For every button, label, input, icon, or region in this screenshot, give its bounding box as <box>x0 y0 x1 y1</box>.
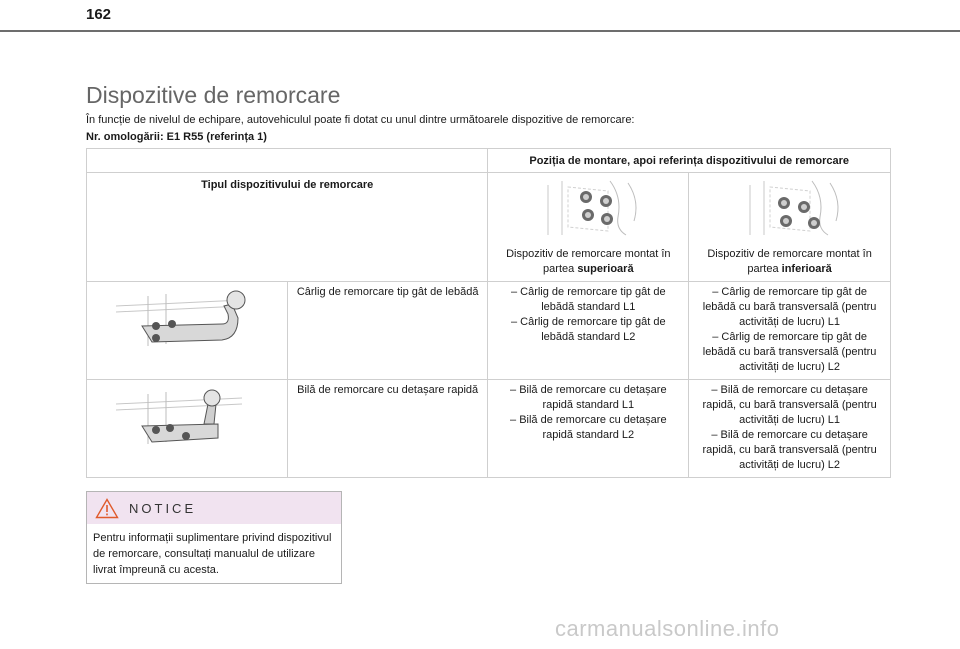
variant-line: – Bilă de remorcare cu detașare rapidă standard L2 <box>510 414 667 441</box>
notice-box <box>86 491 342 584</box>
warning-triangle-icon <box>95 498 119 524</box>
notice-title: NOTICE <box>129 501 197 516</box>
variant-line: – Cârlig de remorcare tip gât de lebădă standard L1 <box>510 286 666 313</box>
lower-mount-illustration <box>730 177 850 239</box>
swan-neck-upper-cell <box>488 282 689 380</box>
swan-neck-image-cell <box>87 282 288 380</box>
variant-line: – Bilă de remorcare cu detașare rapidă, cu bară transversală (pentru activități de lucru) L1 <box>702 384 877 426</box>
intro-text: În funcție de nivelul de echipare, autovehiculul poate fi dotat cu unul dintre următoarele dispozitive de remorcare: <box>86 114 635 126</box>
variant-line: – Cârlig de remorcare tip gât de lebădă cu bară transversală (pentru activități de lucru) L2 <box>702 331 877 373</box>
quick-release-towball-illustration <box>112 384 262 454</box>
device-type-header: Tipul dispozitivului de remorcare <box>87 173 488 282</box>
towing-devices-table <box>86 148 891 478</box>
page-number: 162 <box>86 6 112 23</box>
swan-neck-lower-cell <box>689 282 891 380</box>
quick-release-image-cell <box>87 380 288 478</box>
swan-neck-type-cell: Cârlig de remorcare tip gât de lebădă <box>287 282 488 380</box>
header-empty-cell <box>87 149 488 173</box>
variant-line: – Cârlig de remorcare tip gât de lebădă standard L2 <box>510 316 666 343</box>
swan-neck-towbar-illustration <box>112 286 262 356</box>
variant-line: – Bilă de remorcare cu detașare rapidă standard L1 <box>510 384 667 411</box>
page-title: Dispozitive de remorcare <box>86 82 341 108</box>
upper-mount-illustration <box>528 177 648 239</box>
watermark: carmanualsonline.info <box>555 616 780 641</box>
variant-line: – Bilă de remorcare cu detașare rapidă, cu bară transversală (pentru activități de lucru) L2 <box>702 429 877 471</box>
header-divider <box>0 30 960 32</box>
notice-header <box>87 492 341 524</box>
variant-line: – Cârlig de remorcare tip gât de lebădă cu bară transversală (pentru activități de lucru) L1 <box>702 286 877 328</box>
mounting-position-header: Poziția de montare, apoi referința dispozitivului de remorcare <box>488 149 891 173</box>
quick-release-lower-cell <box>689 380 891 478</box>
quick-release-upper-cell <box>488 380 689 478</box>
mount-upper-cell <box>488 173 689 282</box>
quick-release-type-cell: Bilă de remorcare cu detașare rapidă <box>287 380 488 478</box>
mount-upper-label: Dispozitiv de remorcare montat în partea superioară <box>506 248 671 275</box>
notice-body: Pentru informații suplimentare privind dispozitivul de remorcare, consultați manualul de utilizare livrat împreună cu acesta. <box>93 532 332 576</box>
homologation-number: Nr. omologării: E1 R55 (referința 1) <box>86 131 267 143</box>
mount-lower-label: Dispozitiv de remorcare montat în partea inferioară <box>707 248 872 275</box>
mount-lower-cell <box>689 173 891 282</box>
